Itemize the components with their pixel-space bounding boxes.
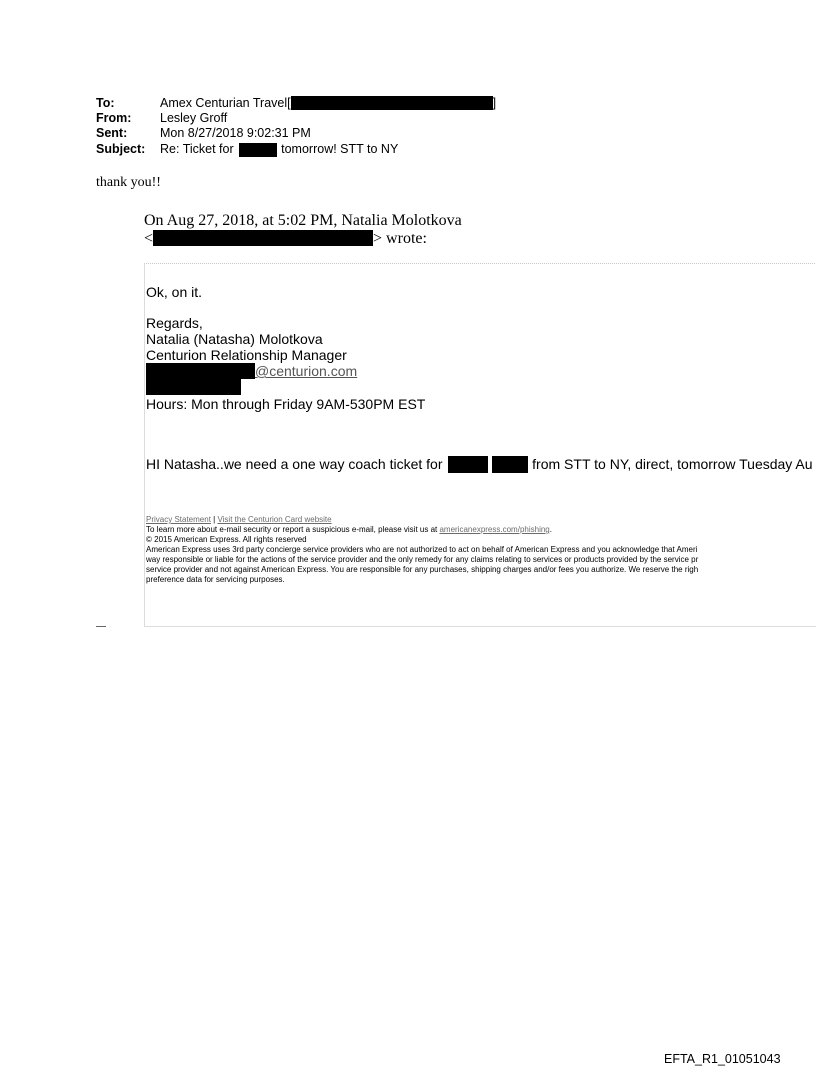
divider bbox=[96, 626, 106, 627]
redaction-block bbox=[146, 379, 241, 395]
header-sent-row bbox=[96, 126, 311, 141]
header-subject-row bbox=[96, 142, 398, 157]
phishing-link[interactable]: americanexpress.com/phishing bbox=[439, 525, 550, 534]
sent-value: Mon 8/27/2018 9:02:31 PM bbox=[160, 126, 311, 140]
footer-disclaimer-line2: way responsible or liable for the actions of the service provider and the only remedy for any claims relating to services or products provided by the service pr bbox=[146, 555, 699, 564]
redaction-block bbox=[146, 363, 255, 379]
footer-separator: | bbox=[210, 515, 218, 524]
lt-sign: < bbox=[144, 230, 154, 247]
subject-suffix: tomorrow! STT to NY bbox=[281, 142, 399, 156]
subject-prefix: Re: Ticket for bbox=[160, 142, 234, 156]
quote-intro-line1: On Aug 27, 2018, at 5:02 PM, Natalia Molotkova bbox=[144, 212, 462, 229]
quoted-request-row bbox=[146, 456, 813, 473]
redaction-block bbox=[291, 96, 493, 110]
from-label: From: bbox=[96, 111, 132, 125]
quoted-title: Centurion Relationship Manager bbox=[146, 347, 347, 363]
redaction-block bbox=[153, 230, 373, 246]
quoted-name: Natalia (Natasha) Molotkova bbox=[146, 331, 323, 347]
reply-text: thank you!! bbox=[96, 175, 161, 190]
centurion-website-link[interactable]: Visit the Centurion Card website bbox=[217, 515, 332, 524]
quoted-hours: Hours: Mon through Friday 9AM-530PM EST bbox=[146, 396, 426, 412]
security-period: . bbox=[549, 525, 552, 534]
footer-disclaimer bbox=[146, 515, 816, 585]
footer-links-row bbox=[146, 515, 816, 525]
from-value: Lesley Groff bbox=[160, 111, 228, 125]
to-close-bracket: ] bbox=[492, 96, 497, 110]
footer-disclaimer-line3: service provider and not against American Express. You are responsible for any purchases, shipping charges and/or fees you authorize. We reserve the righ bbox=[146, 565, 699, 574]
email-link[interactable]: @centurion.com bbox=[255, 363, 358, 379]
redaction-block bbox=[448, 456, 488, 473]
wrote-text: > wrote: bbox=[373, 230, 427, 247]
redaction-block bbox=[492, 456, 528, 473]
header-from-row bbox=[96, 111, 227, 126]
footer-disclaimer-line1: American Express uses 3rd party concierge service providers who are not authorized to act on behalf of American Express and you acknowledge that Ameri bbox=[146, 545, 698, 554]
privacy-statement-link[interactable]: Privacy Statement bbox=[146, 515, 211, 524]
security-text: To learn more about e-mail security or report a suspicious e-mail, please visit us at bbox=[146, 525, 440, 534]
subject-label: Subject: bbox=[96, 142, 146, 156]
footer-copyright: © 2015 American Express. All rights reserved bbox=[146, 535, 307, 544]
footer-security-row bbox=[146, 525, 816, 535]
redaction-block bbox=[239, 143, 277, 157]
document-id: EFTA_R1_01051043 bbox=[664, 1052, 781, 1066]
to-label: To: bbox=[96, 96, 115, 110]
sent-label: Sent: bbox=[96, 126, 128, 140]
request-prefix: HI Natasha..we need a one way coach ticket for bbox=[146, 456, 443, 472]
quoted-email-row bbox=[146, 363, 357, 380]
quoted-greeting: Ok, on it. bbox=[146, 284, 203, 300]
footer-disclaimer-line4: preference data for servicing purposes. bbox=[146, 575, 285, 584]
request-suffix: from STT to NY, direct, tomorrow Tuesday Au bbox=[532, 456, 813, 472]
header-to-row bbox=[96, 96, 496, 111]
quote-intro-line2 bbox=[144, 229, 427, 248]
quoted-regards: Regards, bbox=[146, 315, 203, 331]
to-value: Amex Centurian Travel[ bbox=[160, 96, 291, 110]
